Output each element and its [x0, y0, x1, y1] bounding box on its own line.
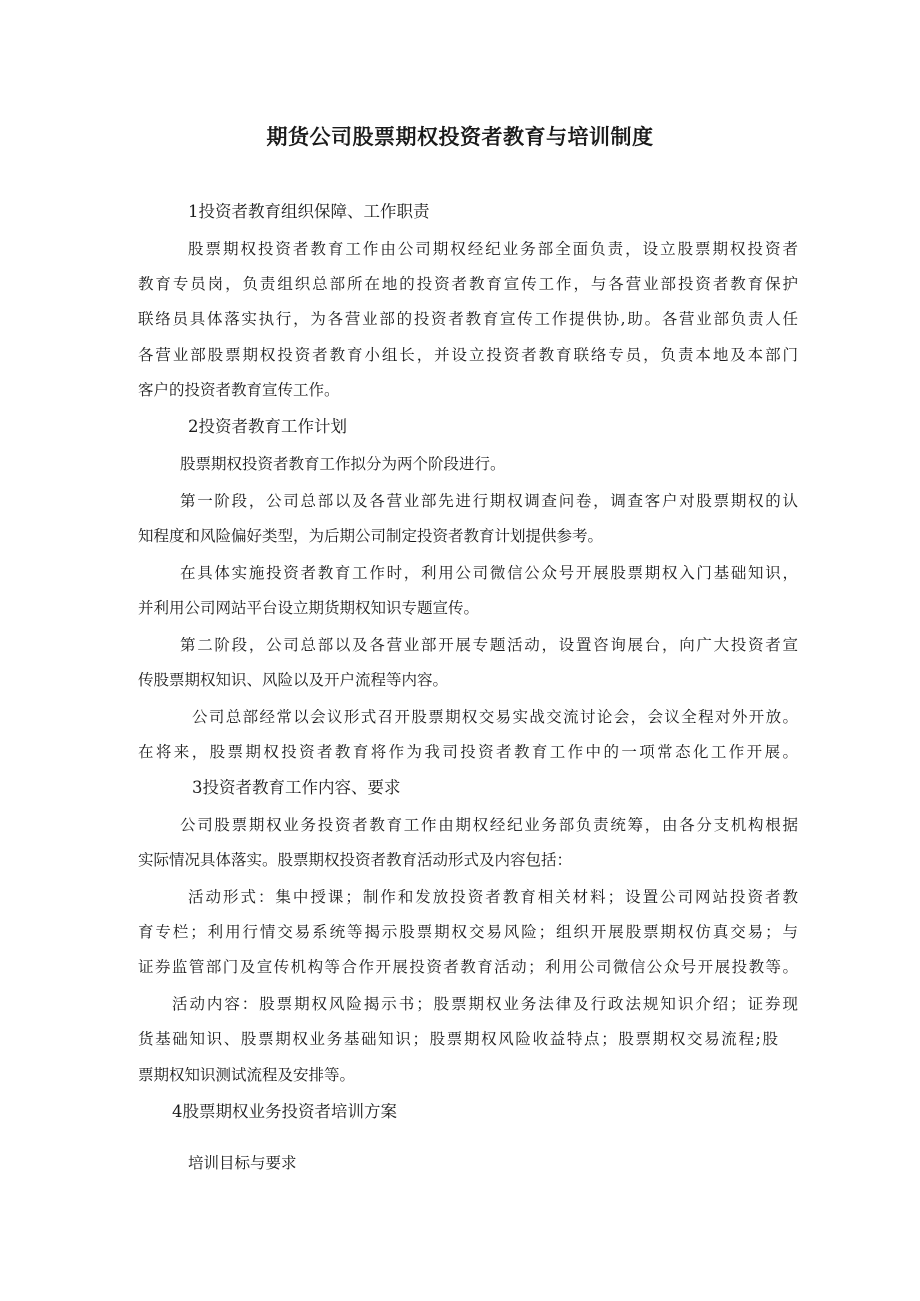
subheading: 培训目标与要求: [188, 1154, 297, 1172]
paragraph-line: 知程度和风险偏好类型，为后期公司制定投资者教育计划提供参考。: [138, 527, 604, 545]
paragraph-line: 公司总部经常以会议形式召开股票期权交易实战交流讨论会，会议全程对外开放。: [192, 708, 798, 726]
paragraph-line: 客户的投资者教育宣传工作。: [138, 381, 340, 399]
paragraph-line: 在将来，股票期权投资者教育将作为我司投资者教育工作中的一项常态化工作开展。: [138, 743, 798, 761]
paragraph-line: 活动形式：集中授课；制作和发放投资者教育相关材料；设置公司网站投资者教: [188, 888, 798, 906]
section-heading-2: 2投资者教育工作计划: [188, 417, 347, 436]
paragraph-line: 在具体实施投资者教育工作时，利用公司微信公众号开展股票期权入门基础知识，: [180, 564, 798, 582]
paragraph-line: 公司股票期权业务投资者教育工作由期权经纪业务部负责统筹，由各分支机构根据: [180, 816, 798, 834]
paragraph-line: 货基础知识、股票期权业务基础知识；股票期权风险收益特点；股票期权交易流程;股: [138, 1030, 778, 1048]
paragraph-line: 活动内容：股票期权风险揭示书；股票期权业务法律及行政法规知识介绍；证券现: [172, 995, 798, 1013]
paragraph-line: 各营业部股票期权投资者教育小组长，并设立投资者教育联络专员，负责本地及本部门: [138, 346, 798, 364]
section-heading-3: 3投资者教育工作内容、要求: [192, 778, 401, 797]
paragraph-line: 教育专员岗，负责组织总部所在地的投资者教育宣传工作，与各营业部投资者教育保护: [138, 275, 798, 293]
paragraph-line: 第一阶段，公司总部以及各营业部先进行期权调查问卷，调查客户对股票期权的认: [180, 492, 798, 510]
paragraph-line: 股票期权投资者教育工作拟分为两个阶段进行。: [180, 455, 506, 473]
paragraph-line: 并利用公司网站平台设立期货期权知识专题宣传。: [138, 599, 480, 617]
paragraph-line: 证券监管部门及宣传机构等合作开展投资者教育活动；利用公司微信公众号开展投教等。: [138, 958, 798, 976]
paragraph-line: 联络员具体落实执行，为各营业部的投资者教育宣传工作提供协,助。各营业部负责人任: [138, 310, 798, 328]
section-heading-1: 1投资者教育组织保障、工作职责: [188, 202, 430, 221]
paragraph-line: 第二阶段，公司总部以及各营业部开展专题活动，设置咨询展台，向广大投资者宣: [180, 636, 798, 654]
document-title: 期货公司股票期权投资者教育与培训制度: [266, 125, 654, 149]
paragraph-line: 实际情况具体落实。股票期权投资者教育活动形式及内容包括：: [138, 851, 573, 869]
paragraph-line: 票期权知识测试流程及安排等。: [138, 1066, 356, 1084]
paragraph-line: 传股票期权知识、风险以及开户流程等内容。: [138, 671, 449, 689]
section-heading-4: 4股票期权业务投资者培训方案: [172, 1102, 397, 1121]
paragraph-line: 股票期权投资者教育工作由公司期权经纪业务部全面负责，设立股票期权投资者: [188, 240, 798, 258]
paragraph-line: 育专栏；利用行情交易系统等揭示股票期权交易风险；组织开展股票期权仿真交易；与: [138, 923, 798, 941]
